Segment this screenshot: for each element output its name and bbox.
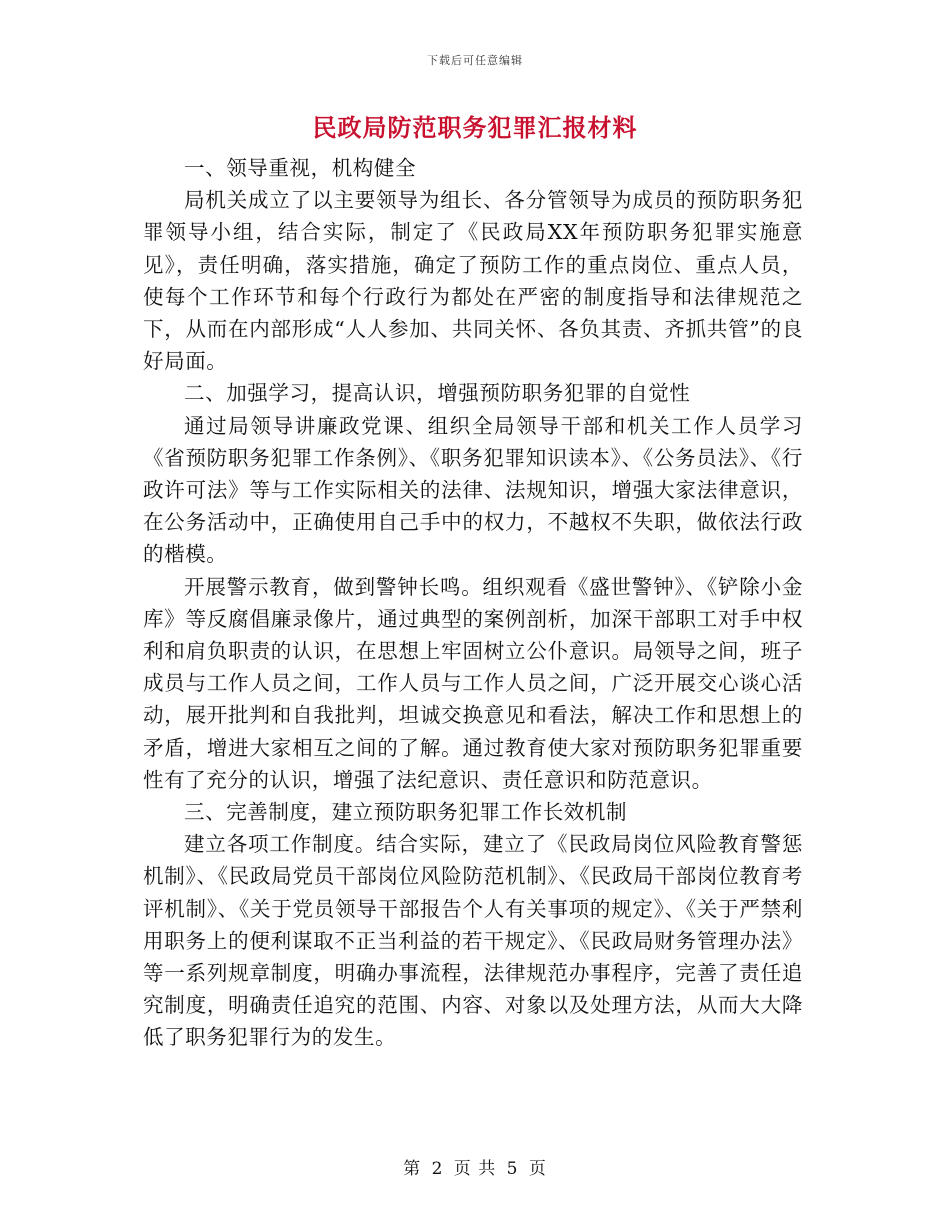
footer-middle: 页 共	[453, 1159, 497, 1179]
paragraph-4: 建立各项工作制度。结合实际，建立了《民政局岗位风险教育警惩机制》、《民政局党员干部岗位风险防范机制》、《民政局干部岗位教育考评机制》、《关于党员领导干部报告个人有关事项的规定》、《关于严禁利用职务上的便利谋取不正当利益的若干规定》、《民政局财务管理办法》等一系列规章制度，明确办事流程，法律规范办事程序，完善了责任追究制度，明确责任追究的范围、内容、对象以及处理方法，从而大大降低了职务犯罪行为的发生。	[143, 832, 803, 1050]
paragraph-2: 通过局领导讲廉政党课、组织全局领导干部和机关工作人员学习《省预防职务犯罪工作条例》、《职务犯罪知识读本》、《公务员法》、《行政许可法》等与工作实际相关的法律、法规知识，增强大家法律意识，在公务活动中，正确使用自己手中的权力，不越权不失职，做依法行政的楷模。	[143, 413, 803, 567]
document-title: 民政局防范职务犯罪汇报材料	[312, 113, 638, 142]
section-heading-1: 一、领导重视，机构健全	[184, 156, 417, 180]
section-heading-3: 三、完善制度，建立预防职务犯罪工作长效机制	[184, 800, 628, 825]
document-body	[143, 152, 803, 1054]
footer-current-page: 2	[431, 1159, 444, 1179]
footer-total-pages: 5	[506, 1159, 519, 1179]
footer-suffix: 页	[528, 1159, 547, 1179]
paragraph-3: 开展警示教育，做到警钟长鸣。组织观看《盛世警钟》、《铲除小金库》等反腐倡廉录像片，通过典型的案例剖析，加深干部职工对手中权利和肩负职责的认识，在思想上牢固树立公仆意识。局领导之间，班子成员与工作人员之间，工作人员与工作人员之间，广泛开展交心谈心活动，展开批判和自我批判，坦诚交换意见和看法，解决工作和思想上的矛盾，增进大家相互之间的了解。通过教育使大家对预防职务犯罪重要性有了充分的认识，增强了法纪意识、责任意识和防范意识。	[143, 574, 803, 792]
footer-prefix: 第	[403, 1159, 422, 1179]
page-footer	[0, 1154, 950, 1179]
paragraph-1: 局机关成立了以主要领导为组长、各分管领导为成员的预防职务犯罪领导小组，结合实际，制定了《民政局XX年预防职务犯罪实施意见》，责任明确，落实措施，确定了预防工作的重点岗位、重点人员，使每个工作环节和每个行政行为都处在严密的制度指导和法律规范之下，从而在内部形成“人人参加、共同关怀、各负其责、齐抓共管”的良好局面。	[143, 188, 803, 374]
section-heading-2: 二、加强学习，提高认识，增强预防职务犯罪的自觉性	[184, 381, 691, 406]
page-header-note: 下载后可任意编辑	[427, 54, 523, 67]
